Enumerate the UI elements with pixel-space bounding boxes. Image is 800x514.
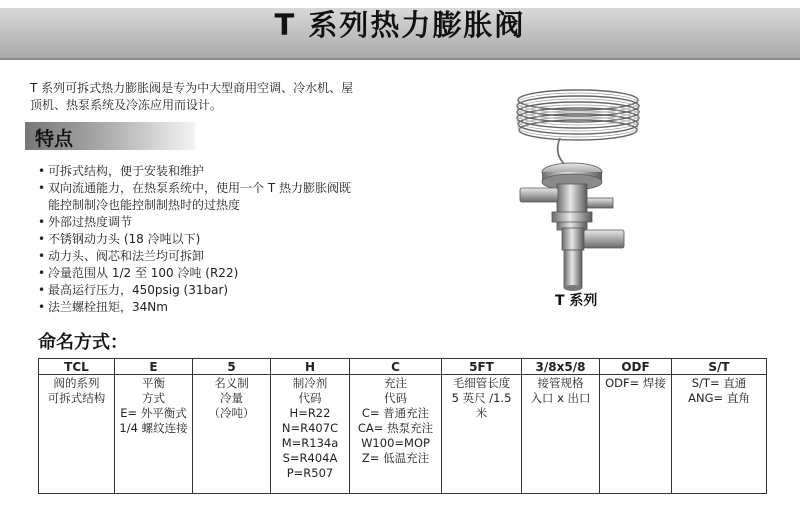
cell-line: M=R134a (281, 436, 339, 450)
naming-table (38, 358, 767, 494)
cell-line: N=R407C (281, 421, 339, 435)
cell-line: 可拆式结构 (47, 391, 106, 405)
cell-line: 平衡 (142, 376, 165, 390)
cell-line: 冷量 (220, 391, 243, 405)
cell-line: H=R22 (289, 406, 331, 420)
detail-cell-balance (115, 375, 193, 494)
cell-line: 方式 (142, 391, 165, 405)
page-title: T 系列热力膨胀阀 (274, 8, 526, 42)
header-cell: H (271, 359, 350, 375)
feature-item: • 动力头、阀芯和法兰均可拆卸 (38, 248, 418, 265)
cell-line: 接管规格 (537, 376, 584, 390)
cell-line: 5 英尺 /1.5 (451, 391, 512, 405)
feature-item: • 双向流通能力，在热泵系统中，使用一个 T 热力膨胀阀既 (38, 180, 418, 197)
detail-cell-series (39, 375, 115, 494)
header-cell: ODF (600, 359, 672, 375)
cell-line: 名义制 (214, 376, 249, 390)
header-cell: TCL (39, 359, 115, 375)
cell-line: （冷吨） (208, 406, 255, 420)
detail-cell-body-type (672, 375, 767, 494)
product-caption: T 系列 (555, 293, 598, 309)
feature-item: • 可拆式结构，便于安装和维护 (38, 163, 418, 180)
detail-cell-capacity (193, 375, 271, 494)
intro-line: T 系列可拆式热力膨胀阀是专为中大型商用空调、冷水机、屋 (30, 81, 354, 95)
header-cell: S/T (672, 359, 767, 375)
cell-line: 入口 x 出口 (530, 391, 591, 405)
cell-line: E= 外平衡式 (120, 406, 187, 420)
cell-line: 阀的系列 (53, 376, 100, 390)
cell-line: 米 (475, 406, 488, 420)
detail-cell-connection (522, 375, 600, 494)
feature-item: • 不锈钢动力头 (18 冷吨以下) (38, 231, 418, 248)
cell-line: 充注 (384, 376, 407, 390)
valve-image (500, 80, 650, 292)
feature-item: • 法兰螺栓扭矩，34Nm (38, 299, 418, 316)
naming-header-row (39, 359, 767, 375)
naming-heading: 命名方式： (38, 332, 128, 353)
features-heading: 特点 (35, 128, 74, 150)
intro-line: 顶机、热泵系统及冷冻应用而设计。 (30, 98, 223, 112)
detail-cell-capillary (442, 375, 522, 494)
detail-cell-refrigerant (271, 375, 350, 494)
header-cell: 5FT (442, 359, 522, 375)
header-cell: E (115, 359, 193, 375)
feature-item: • 最高运行压力，450psig (31bar) (38, 282, 418, 299)
cell-line: CA= 热泵充注 (357, 421, 434, 435)
cell-line: P=R507 (286, 466, 334, 480)
header-cell: 5 (193, 359, 271, 375)
cell-line: 毛细管长度 (452, 376, 511, 390)
cell-line: ANG= 直角 (688, 391, 750, 405)
cell-line: Z= 低温充注 (361, 451, 430, 465)
cell-line: S=R404A (282, 451, 338, 465)
cell-line: C= 普通充注 (361, 406, 430, 420)
cell-line: ODF= 焊接 (605, 376, 666, 390)
cell-line: 代码 (298, 391, 322, 405)
feature-item-continued: 能控制制冷也能控制制热时的过热度 (48, 198, 241, 212)
header-cell: 3/8x5/8 (522, 359, 600, 375)
cell-line: 1/4 螺纹连接 (119, 421, 188, 435)
cell-line: 制冷剂 (292, 376, 328, 390)
detail-cell-odf (600, 375, 672, 494)
cell-line: 代码 (384, 391, 407, 405)
feature-item: • 外部过热度调节 (38, 214, 418, 231)
feature-item: • 冷量范围从 1/2 至 100 冷吨 (R22) (38, 265, 418, 282)
naming-detail-row (39, 375, 767, 494)
detail-cell-charge (350, 375, 442, 494)
intro-paragraph (30, 80, 390, 114)
cell-line: S/T= 直通 (691, 376, 747, 390)
cell-line: W100=MOP (361, 436, 430, 450)
features-list (38, 163, 418, 316)
header-cell: C (350, 359, 442, 375)
